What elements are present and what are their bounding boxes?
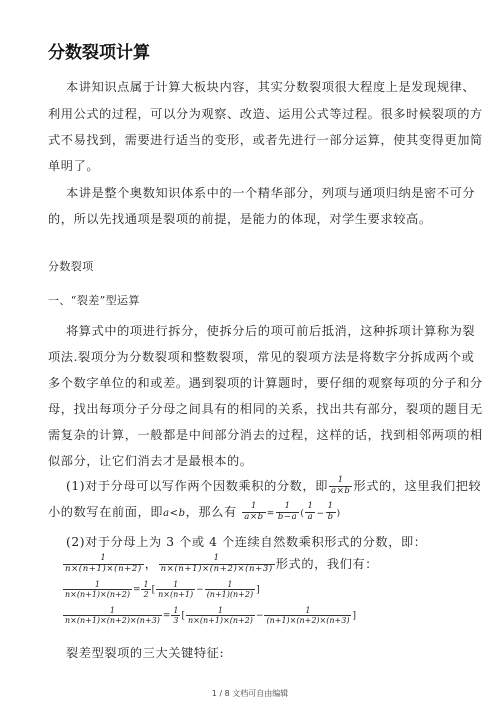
item1-line1: (1)对于分母可以写作两个因数乘积的分数，即 $\frac{1}{a\times b}$ 形式的，这里我们把较 [66,475,482,496]
intro-line: 利用公式的过程，可以分为观察、改造、运用公式等过程。很多时候裂项的方 [48,107,483,121]
intro-line: 的，所以先找通项是裂项的前提，是能力的体现，对学生要求较高。 [48,212,432,226]
intro-line: 本讲是整个奥数知识体系中的一个精华部分，列项与通项归纳是密不可分 [66,186,476,200]
fraction: $\frac{1}{a\times b}$ [244,501,264,522]
body-line: 将算式中的项进行拆分，使拆分后的项可前后抵消，这种拆项计算称为裂 [66,324,476,338]
intro-line: 单明了。 [48,159,100,173]
fraction: $\frac{1}{n\times(n+1)\times(n+2)\times(n+3)}$ [160,553,273,574]
item2-line2: $\frac{1}{n\times(n+1)\times(n+2)}$ ， $\frac{1}{n\times(n+1)\times(n+2)\times(n+3)}$ 形式的，我们有： [65,553,379,574]
intro-line: 式不易找到，需要进行适当的变形，或者先进行一部分运算，使其变得更加简 [48,133,483,147]
closing-line: 裂差型裂项的三大关键特征: [66,646,225,660]
page-footer: 1 / 8 文档可自由编辑 [211,689,289,698]
intro-line: 本讲知识点属于计算大板块内容，其实分数裂项很大程度上是发现规律、 [66,80,476,94]
formula-three-factors: $\frac{1}{n\times(n+1)\times(n+2)}$ = $\frac{1}{2}$ [ $\frac{1}{n\times(n+1)}$ − $\frac{1}{(n+1)(n+2)}$ ] [65,580,260,600]
body-line: 母，找出每项分子分母之间具有的相同的关系，找出共有部分，裂项的题目无 [48,402,483,416]
item1-line2: 小的数写在前面，即a<b，那么有 $\frac{1}{a\times b}$ = $\frac{1}{b-a}$ ( $\frac{1}{a}$ − $\frac{1}{b}$ ) [48,501,341,522]
body-line: 项法.裂项分为分数裂项和整数裂项，常见的裂项方法是将数字分拆成两个或 [48,350,475,364]
page-title: 分数裂项计算 [48,43,150,63]
body-line: 多个数字单位的和或差。遇到裂项的计算题时，要仔细的观察每项的分子和分 [48,376,483,390]
fraction: $\frac{1}{n\times(n+1)\times(n+2)}$ [65,553,142,574]
fraction: $\frac{1}{b-a}$ [277,501,298,522]
fraction: $\frac{1}{a}$ [307,501,314,522]
subsection-heading: 一、“裂差”型运算 [48,294,140,307]
item2-line1: (2)对于分母上为 3 个或 4 个连续自然数乘积形式的分数，即： [66,535,427,549]
condition: a<b [163,507,186,519]
section-heading: 分数裂项 [48,260,94,273]
body-line: 似部分，让它们消去才是最根本的。 [48,454,253,468]
body-line: 需复杂的计算，一般都是中间部分消去的过程，这样的话，找到相邻两项的相 [48,428,483,442]
formula-four-factors: $\frac{1}{n\times(n+1)\times(n+2)\times(n+3)}$ = $\frac{1}{3}$ [ $\frac{1}{n\times(n+1)\times(n+2)}$ − $\frac{1}{(n+1)\times(n+2)\times(n+3)}$ ] [65,606,356,626]
fraction: $\frac{1}{a\times b}$ [331,475,351,496]
fraction: $\frac{1}{b}$ [327,501,334,522]
